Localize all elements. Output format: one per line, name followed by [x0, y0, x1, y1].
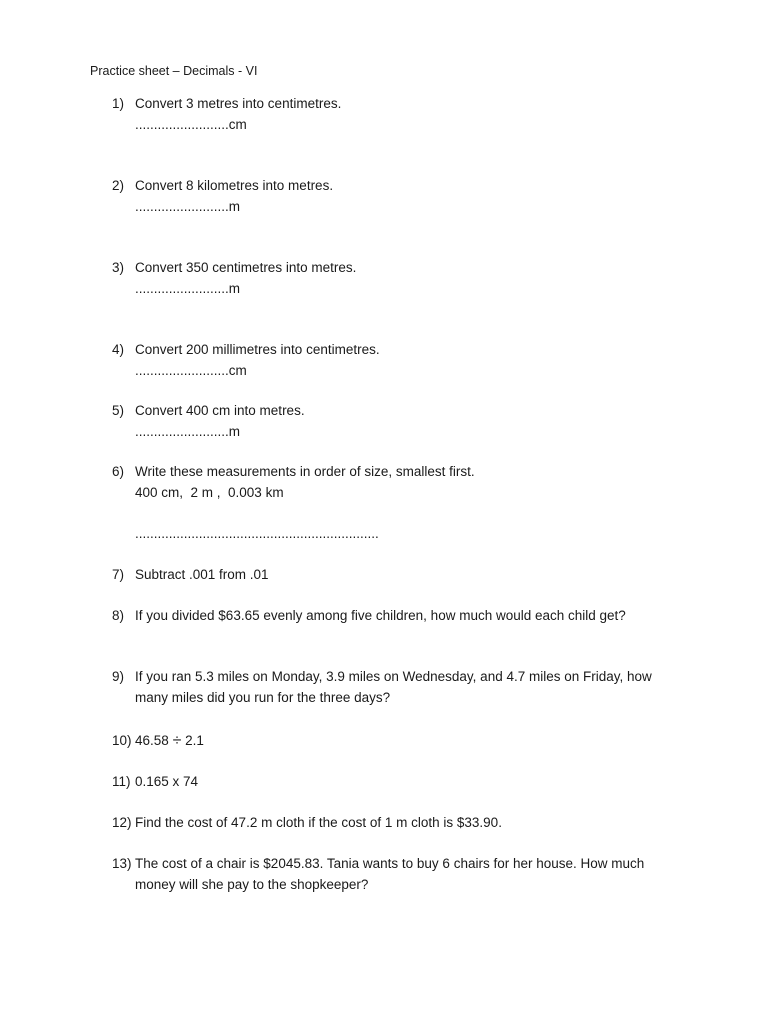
question-text: If you ran 5.3 miles on Monday, 3.9 miles on Wednesday, and 4.7 miles on Friday, how many miles did you run for the three days?: [135, 669, 652, 705]
question-5: [112, 400, 692, 442]
question-text: If you divided $63.65 evenly among five children, how much would each child get?: [135, 608, 626, 623]
question-8: [112, 605, 692, 626]
question-3: [112, 257, 692, 299]
question-number: 12): [112, 815, 132, 830]
question-number: 9): [112, 669, 125, 684]
question-number: 7): [112, 567, 125, 582]
measurement-list: 400 cm, 2 m , 0.003 km: [135, 485, 284, 500]
question-text: Find the cost of 47.2 m cloth if the cost of 1 m cloth is $33.90.: [135, 815, 502, 830]
question-1: [112, 93, 692, 135]
answer-blank: .................................................................: [135, 526, 379, 541]
question-number: 6): [112, 464, 125, 479]
question-text: Convert 8 kilometres into metres.: [135, 178, 334, 193]
question-11: [112, 771, 692, 792]
question-number: 11): [112, 774, 131, 789]
worksheet-title: Practice sheet – Decimals - VI: [90, 64, 258, 78]
division-sign-icon: ÷: [172, 732, 182, 749]
question-number: 1): [112, 96, 125, 111]
question-6: [112, 461, 692, 544]
question-10: [112, 730, 692, 751]
divisor: 2.1: [185, 733, 204, 748]
question-number: 2): [112, 178, 125, 193]
question-number: 13): [112, 856, 132, 871]
question-text: 0.165 x 74: [135, 774, 199, 789]
question-text: Write these measurements in order of size, smallest first.: [135, 464, 475, 479]
question-7: [112, 564, 692, 585]
question-number: 3): [112, 260, 125, 275]
question-12: [112, 812, 692, 833]
question-9: [112, 666, 677, 708]
question-number: 4): [112, 342, 125, 357]
question-text: Convert 3 metres into centimetres.: [135, 96, 342, 111]
answer-blank: .........................m: [135, 281, 241, 296]
question-number: 10): [112, 733, 132, 748]
question-text: Convert 200 millimetres into centimetres.: [135, 342, 380, 357]
question-number: 8): [112, 608, 125, 623]
answer-blank: .........................cm: [135, 363, 247, 378]
question-4: [112, 339, 692, 381]
question-text: Subtract .001 from .01: [135, 567, 269, 582]
dividend: 46.58: [135, 733, 169, 748]
answer-blank: .........................m: [135, 424, 241, 439]
question-text: Convert 400 cm into metres.: [135, 403, 305, 418]
answer-blank: .........................cm: [135, 117, 247, 132]
question-text: The cost of a chair is $2045.83. Tania wants to buy 6 chairs for her house. How much money will she pay to the shopkeeper?: [135, 856, 645, 892]
question-13: [112, 853, 667, 895]
answer-blank: .........................m: [135, 199, 241, 214]
question-2: [112, 175, 692, 217]
question-number: 5): [112, 403, 125, 418]
question-text: Convert 350 centimetres into metres.: [135, 260, 357, 275]
